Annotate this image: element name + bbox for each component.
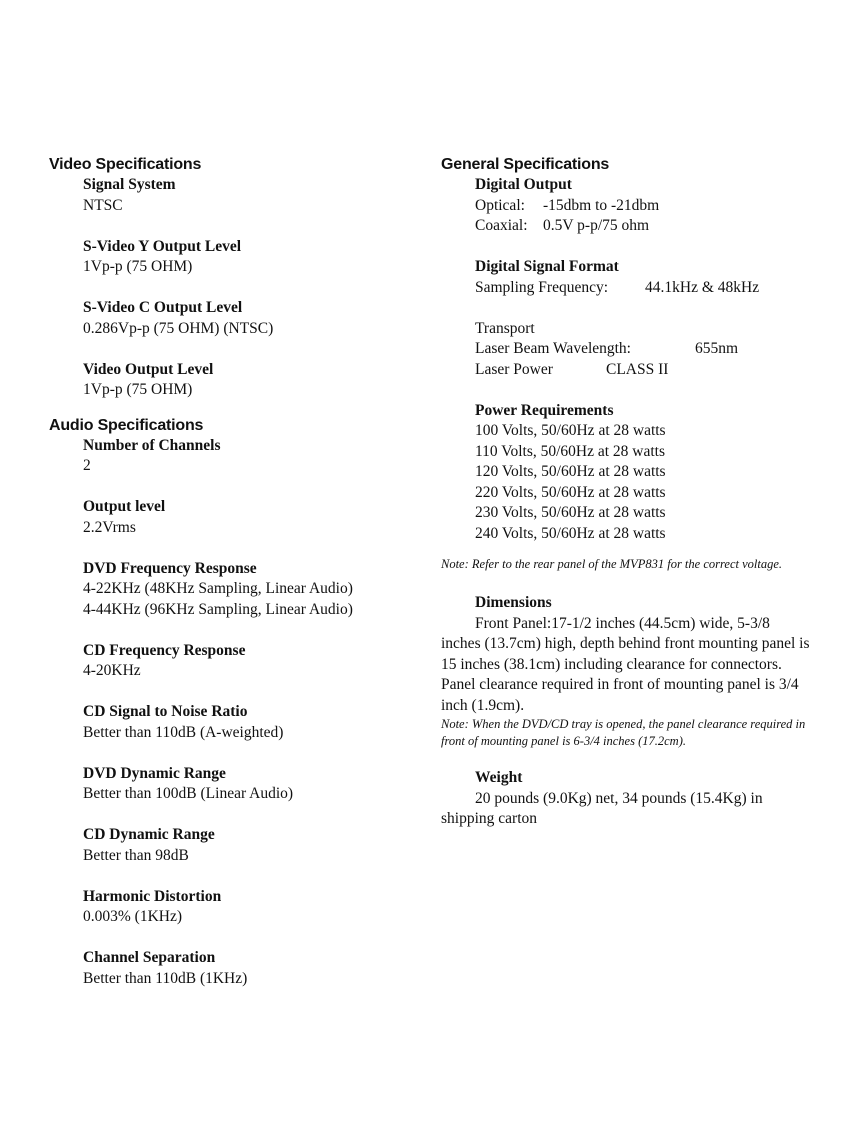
- cd-frequency-value: 4-20KHz: [83, 662, 141, 679]
- power-line: 120 Volts, 50/60Hz at 28 watts: [475, 463, 666, 480]
- video-spec-list: [83, 175, 419, 401]
- laser-power-value: CLASS II: [606, 360, 669, 378]
- left-column: [49, 155, 419, 989]
- channels-label: Number of Channels: [83, 436, 221, 454]
- laser-power-key: Laser Power: [475, 360, 553, 378]
- general-spec-list: [475, 175, 811, 544]
- audio-spec-list: [83, 436, 419, 990]
- right-column: [441, 155, 811, 830]
- svideo-y-value: 1Vp-p (75 OHM): [83, 258, 193, 275]
- sampling-key: Sampling Frequency:: [475, 278, 609, 296]
- general-specifications-heading: General Specifications: [441, 156, 610, 173]
- video-output-value: 1Vp-p (75 OHM): [83, 381, 193, 398]
- signal-format-label: Digital Signal Format: [475, 258, 619, 275]
- harmonic-distortion-label: Harmonic Distortion: [83, 887, 222, 905]
- optical-key: Optical:: [475, 196, 525, 214]
- coaxial-row: [475, 216, 811, 237]
- video-specifications-heading: Video Specifications: [49, 156, 202, 173]
- power-line: 230 Volts, 50/60Hz at 28 watts: [475, 504, 666, 521]
- power-line: 220 Volts, 50/60Hz at 28 watts: [475, 483, 666, 501]
- voltage-note: Note: Refer to the rear panel of the MVP831 for the correct voltage.: [441, 557, 783, 571]
- output-level-value: 2.2Vrms: [83, 518, 136, 536]
- digital-output-label: Digital Output: [475, 176, 572, 193]
- svideo-c-label: S-Video C Output Level: [83, 299, 243, 316]
- dimensions-text: Front Panel:17-1/2 inches (44.5cm) wide, 5-3/8 inches (13.7cm) high, depth behind front mounting panel is 15 inches (38.1cm) including clearance for connectors. Panel clearance required in front of mounting panel is 3/4 inch (1.9cm).: [441, 614, 810, 714]
- sampling-row: [475, 278, 811, 299]
- dvd-frequency-label: DVD Frequency Response: [83, 559, 257, 577]
- channel-separation-label: Channel Separation: [83, 949, 216, 966]
- dvd-frequency-value-2: 4-44KHz (96KHz Sampling, Linear Audio): [83, 600, 353, 618]
- coaxial-value: 0.5V p-p/75 ohm: [543, 217, 650, 234]
- dimensions-label: Dimensions: [475, 594, 552, 611]
- audio-specifications-heading: Audio Specifications: [49, 416, 204, 434]
- dvd-frequency-value-1: 4-22KHz (48KHz Sampling, Linear Audio): [83, 580, 353, 597]
- coaxial-key: Coaxial:: [475, 217, 528, 234]
- signal-system-value: NTSC: [83, 196, 123, 214]
- tray-note: Note: When the DVD/CD tray is opened, the panel clearance required in front of mounting panel is 6-3/4 inches (17.2cm).: [441, 717, 806, 748]
- dvd-dynamic-value: Better than 100dB (Linear Audio): [83, 785, 294, 802]
- transport-label: Transport: [475, 319, 535, 337]
- power-line: 110 Volts, 50/60Hz at 28 watts: [475, 442, 666, 460]
- video-output-label: Video Output Level: [83, 360, 214, 378]
- wavelength-key: Laser Beam Wavelength:: [475, 340, 631, 357]
- harmonic-distortion-value: 0.003% (1KHz): [83, 908, 183, 925]
- channels-value: 2: [83, 457, 91, 474]
- wavelength-value: 655nm: [695, 340, 739, 357]
- sampling-value: 44.1kHz & 48kHz: [645, 278, 760, 296]
- power-line: 100 Volts, 50/60Hz at 28 watts: [475, 422, 666, 439]
- cd-dynamic-label: CD Dynamic Range: [83, 826, 215, 843]
- power-line: 240 Volts, 50/60Hz at 28 watts: [475, 524, 666, 542]
- optical-row: [475, 196, 811, 217]
- power-requirements-label: Power Requirements: [475, 401, 614, 419]
- output-level-label: Output level: [83, 498, 166, 515]
- channel-separation-value: Better than 110dB (1KHz): [83, 969, 248, 987]
- signal-system-label: Signal System: [83, 176, 176, 193]
- cd-frequency-label: CD Frequency Response: [83, 641, 246, 659]
- weight-text: 20 pounds (9.0Kg) net, 34 pounds (15.4Kg) in shipping carton: [441, 789, 763, 827]
- cd-snr-label: CD Signal to Noise Ratio: [83, 703, 248, 720]
- cd-dynamic-value: Better than 98dB: [83, 846, 189, 864]
- cd-snr-value: Better than 110dB (A-weighted): [83, 723, 284, 741]
- svideo-c-value: 0.286Vp-p (75 OHM) (NTSC): [83, 319, 274, 337]
- svideo-y-label: S-Video Y Output Level: [83, 237, 242, 255]
- weight-label: Weight: [475, 769, 523, 786]
- optical-value: -15dbm to -21dbm: [543, 196, 660, 214]
- laser-power-row: [475, 360, 811, 381]
- dvd-dynamic-label: DVD Dynamic Range: [83, 764, 226, 782]
- wavelength-row: [475, 339, 811, 360]
